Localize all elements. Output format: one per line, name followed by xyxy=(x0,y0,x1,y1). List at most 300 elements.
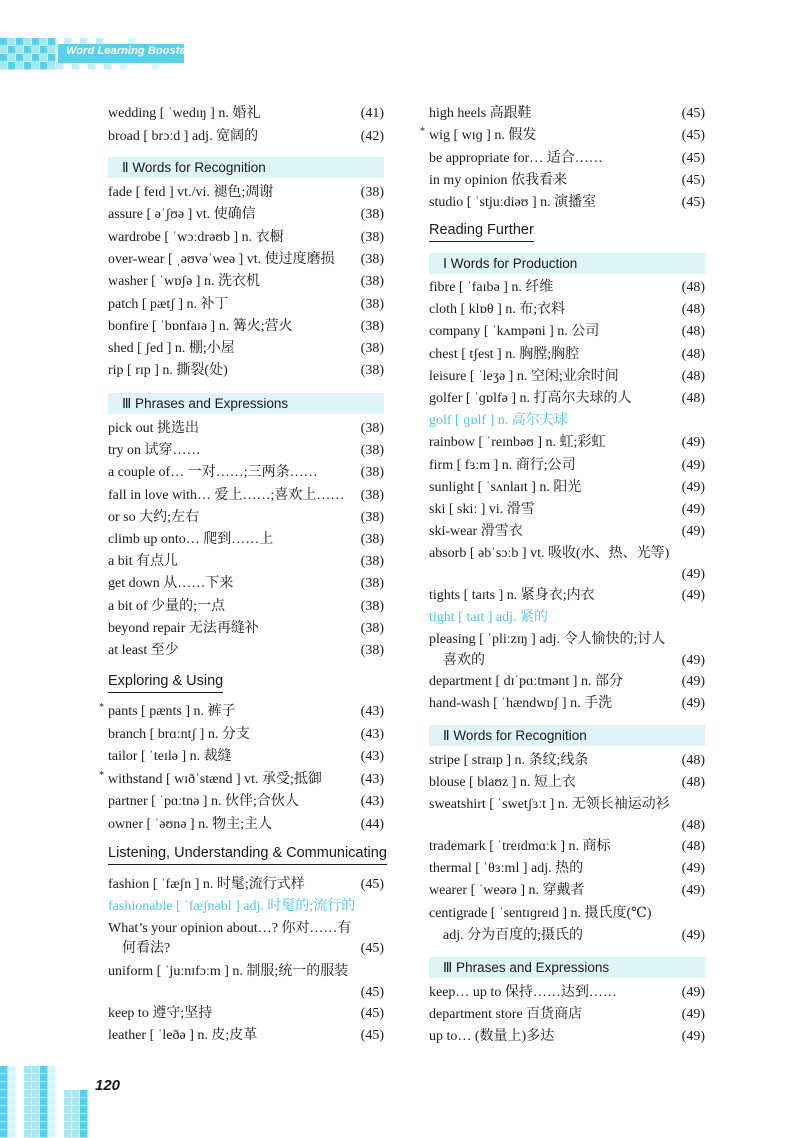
checker-square xyxy=(80,1130,88,1138)
checker-square xyxy=(24,1074,32,1082)
entry-text: climb up onto… 爬到……上 xyxy=(108,532,274,547)
checker-square xyxy=(48,1066,56,1074)
checker-square xyxy=(80,1106,88,1114)
checker-square xyxy=(0,1098,8,1106)
checker-square xyxy=(0,38,8,46)
vocab-entry xyxy=(429,694,705,714)
checker-square xyxy=(8,1082,16,1090)
entry-continuation: adj. 分为百度的;摄氏的 xyxy=(443,928,583,943)
checker-square xyxy=(16,46,24,54)
checker-square xyxy=(80,1098,88,1106)
section-heading-recognition xyxy=(429,725,705,746)
vocab-entry xyxy=(99,769,384,790)
vocab-entry xyxy=(108,361,384,381)
checker-square xyxy=(32,1090,40,1098)
entry-page: (38) xyxy=(360,251,384,267)
checker-square xyxy=(48,1082,56,1090)
entry-text: sunlight [ ˈsʌnlaɪt ] n. 阳光 xyxy=(429,479,582,495)
vocab-entry xyxy=(429,1027,705,1047)
vocab-entry xyxy=(429,859,705,879)
entry-page: (38) xyxy=(360,554,384,570)
section-heading-phrases xyxy=(108,393,384,414)
entry-page: (38) xyxy=(360,318,384,334)
entry-page: (48) xyxy=(681,280,705,295)
entry-text: ski-wear 滑雪衣 xyxy=(429,524,523,540)
checker-square xyxy=(8,1098,16,1106)
entry-text: owner [ ˈəʊnə ] n. 物主;主人 xyxy=(108,816,272,832)
checker-square xyxy=(72,1122,80,1130)
entry-page: (49) xyxy=(681,435,705,451)
checker-square xyxy=(0,1130,8,1138)
vocab-entry xyxy=(108,641,384,661)
entry-page: (48) xyxy=(681,391,705,406)
checker-square xyxy=(104,62,112,70)
entry-text: keep… up to 保持……达到…… xyxy=(429,985,617,1000)
checker-square xyxy=(0,1066,8,1074)
entry-text: keep to 遵守;坚持 xyxy=(108,1006,213,1021)
entry-text: fashion [ ˈfæʃn ] n. 时髦;流行式样 xyxy=(108,877,305,892)
vocab-entry xyxy=(429,322,705,342)
entry-text: try on 试穿…… xyxy=(108,443,201,459)
entry-text: bonfire [ ˈbɒnfaɪə ] n. 篝火;营火 xyxy=(108,318,293,334)
entry-text: stripe [ straɪp ] n. 条纹;线条 xyxy=(429,753,589,768)
entry-page: (48) xyxy=(681,324,705,340)
vocab-entry xyxy=(99,702,384,722)
checker-square xyxy=(48,1074,56,1082)
entry-page: (38) xyxy=(360,532,384,547)
header-title: Word Learning Booster xyxy=(66,45,191,57)
entry-page: (38) xyxy=(360,207,384,223)
checker-square xyxy=(16,38,24,46)
entry-continuation: 喜欢的 xyxy=(443,653,485,668)
vocab-entry xyxy=(429,608,705,628)
entry-text: blouse [ blaʊz ] n. 短上衣 xyxy=(429,775,576,790)
vocab-entry xyxy=(108,295,384,315)
checker-square xyxy=(16,62,24,70)
section-heading-recognition xyxy=(108,157,384,178)
page-number: 120 xyxy=(95,1077,121,1094)
entry-page: (45) xyxy=(681,128,705,144)
vocab-entry xyxy=(108,919,384,939)
entry-page: (45) xyxy=(681,172,705,188)
entry-page: (49) xyxy=(681,588,705,603)
entry-text: rainbow [ ˈreɪnbəʊ ] n. 虹;彩虹 xyxy=(429,435,606,451)
entry-page: (49) xyxy=(681,567,705,582)
vocab-entry xyxy=(429,171,705,191)
entry-text: company [ ˈkʌmpəni ] n. 公司 xyxy=(429,324,600,340)
vocab-entry xyxy=(429,104,705,124)
checker-square xyxy=(72,1130,80,1138)
vocab-entry xyxy=(429,751,705,771)
entry-page: (49) xyxy=(681,696,705,711)
entry-page: (45) xyxy=(681,195,705,211)
entry-continuation: 何看法? xyxy=(122,941,171,956)
checker-square xyxy=(32,1114,40,1122)
entry-page: (38) xyxy=(360,465,384,481)
entry-text: leisure [ ˈleʒə ] n. 空闲;业余时间 xyxy=(429,368,619,384)
entry-page: (43) xyxy=(360,704,384,719)
checker-square xyxy=(152,62,160,70)
vocab-entry xyxy=(429,389,705,409)
entry-text: high heels 高跟鞋 xyxy=(429,106,532,121)
entry-page: (38) xyxy=(360,443,384,459)
checker-square xyxy=(32,1106,40,1114)
entry-text: thermal [ ˈθɜːml ] adj. 热的 xyxy=(429,861,584,877)
entry-page: (45) xyxy=(681,106,705,121)
vocab-entry xyxy=(429,149,705,169)
vocab-entry xyxy=(429,411,705,431)
vocab-entry xyxy=(108,574,384,594)
vocab-entry xyxy=(429,433,705,453)
vocab-entry xyxy=(108,441,384,461)
entry-page: (38) xyxy=(360,576,384,592)
entry-text: wardrobe [ ˈwɔːdrəʊb ] n. 衣橱 xyxy=(108,229,284,245)
entry-text: a couple of… 一对……;三两条…… xyxy=(108,465,318,481)
entry-page: (49) xyxy=(681,502,705,517)
section-heading-text: Ⅲ Phrases and Expressions xyxy=(443,960,610,975)
section-heading-text: Ⅱ Words for Recognition xyxy=(443,728,587,743)
checker-square xyxy=(24,1114,32,1122)
vocab-entry xyxy=(429,672,705,692)
entry-text: patch [ pætʃ ] n. 补丁 xyxy=(108,296,229,312)
vocab-entry xyxy=(108,725,384,745)
entry-text: tailor [ ˈteɪlə ] n. 裁缝 xyxy=(108,749,232,764)
checker-square xyxy=(0,1090,8,1098)
checker-square xyxy=(40,46,48,54)
checker-square xyxy=(24,1098,32,1106)
checker-square xyxy=(48,38,56,46)
entry-text: department store 百货商店 xyxy=(429,1007,583,1022)
vocab-entry xyxy=(108,792,384,812)
checker-square xyxy=(40,1082,48,1090)
vocab-entry xyxy=(429,478,705,498)
entry-text: pick out 挑选出 xyxy=(108,421,199,436)
checker-square xyxy=(80,1114,88,1122)
entry-text: at least 至少 xyxy=(108,643,179,658)
vocab-entry xyxy=(108,897,384,917)
vocab-entry xyxy=(429,345,705,365)
vocab-entry xyxy=(108,127,384,147)
entry-text: What’s your opinion about…? 你对……有 xyxy=(108,921,352,936)
vocab-entry xyxy=(429,881,705,901)
vocab-entry xyxy=(108,1026,384,1046)
entry-page: (49) xyxy=(681,479,705,495)
vocab-entry xyxy=(429,522,705,542)
entry-text: pleasing [ ˈpliːzɪŋ ] adj. 令人愉快的;讨人 xyxy=(429,632,666,647)
entry-page: (45) xyxy=(360,877,384,892)
checker-square xyxy=(16,54,24,62)
entry-text: trademark [ ˈtreɪdmɑːk ] n. 商标 xyxy=(429,839,611,854)
checker-square xyxy=(8,1074,16,1082)
vocab-entry xyxy=(108,508,384,528)
checker-square xyxy=(8,62,16,70)
vocab-entry xyxy=(429,300,705,320)
vocab-entry xyxy=(108,619,384,639)
checker-square xyxy=(24,1122,32,1130)
checker-square xyxy=(48,1130,56,1138)
checker-square xyxy=(48,1106,56,1114)
checker-square xyxy=(40,1106,48,1114)
entry-text: chest [ tʃest ] n. 胸膛;胸腔 xyxy=(429,346,580,362)
section-heading-production xyxy=(429,253,705,274)
checker-square xyxy=(24,46,32,54)
checker-square xyxy=(24,54,32,62)
entry-text: be appropriate for… 适合…… xyxy=(429,150,603,166)
entry-text: pants [ pænts ] n. 裤子 xyxy=(108,704,236,719)
vocab-entry xyxy=(420,126,705,146)
vocab-entry xyxy=(108,339,384,359)
entry-page: (38) xyxy=(360,341,384,357)
entry-page: (43) xyxy=(360,749,384,764)
vocab-entry xyxy=(108,463,384,483)
vocab-entry xyxy=(108,552,384,572)
checker-square xyxy=(48,1114,56,1122)
checker-square xyxy=(40,1074,48,1082)
vocab-entry xyxy=(429,544,705,564)
entry-text: get down 从……下来 xyxy=(108,576,234,592)
checker-square xyxy=(56,62,64,70)
checker-square xyxy=(64,1090,72,1098)
vocab-entry xyxy=(429,586,705,606)
checker-square xyxy=(40,1066,48,1074)
checker-square xyxy=(0,1082,8,1090)
entry-page: (45) xyxy=(360,1006,384,1021)
section-heading-text: Ⅰ Words for Production xyxy=(443,256,578,271)
checker-square xyxy=(40,1090,48,1098)
checker-square xyxy=(64,1114,72,1122)
entry-text: fade [ feɪd ] vt./vi. 褪色;凋谢 xyxy=(108,185,274,200)
entry-page: (48) xyxy=(681,839,705,854)
entry-text: a bit of 少量的;一点 xyxy=(108,598,226,614)
checker-square xyxy=(32,54,40,62)
entry-page: (42) xyxy=(360,128,384,144)
vocab-entry xyxy=(108,205,384,225)
entry-text: absorb [ əbˈsɔːb ] vt. 吸收(水、热、光等) xyxy=(429,546,670,561)
checker-square xyxy=(48,62,56,70)
checker-square xyxy=(88,62,96,70)
section-title-listening: Listening, Understanding & Communicating xyxy=(108,842,387,865)
entry-page: (49) xyxy=(681,457,705,473)
vocab-entry xyxy=(429,278,705,298)
section-title-reading: Reading Further xyxy=(429,219,534,242)
checker-square xyxy=(32,38,40,46)
vocab-entry xyxy=(108,815,384,835)
vocab-entry xyxy=(108,183,384,203)
entry-text: or so 大约;左右 xyxy=(108,509,199,525)
checker-square xyxy=(48,54,56,62)
entry-page: (48) xyxy=(681,775,705,790)
checker-square xyxy=(40,1098,48,1106)
vocab-entry xyxy=(108,228,384,248)
vocab-entry xyxy=(108,597,384,617)
checker-square xyxy=(8,1090,16,1098)
checker-square xyxy=(0,54,8,62)
checker-square xyxy=(40,62,48,70)
vocab-entry xyxy=(429,904,705,924)
entry-page: (48) xyxy=(681,753,705,768)
entry-page: (41) xyxy=(360,106,384,121)
vocab-entry xyxy=(108,250,384,270)
entry-text: department [ dɪˈpɑːtmənt ] n. 部分 xyxy=(429,674,623,689)
entry-text: tights [ taɪts ] n. 紧身衣;内衣 xyxy=(429,588,595,603)
checker-square xyxy=(8,1114,16,1122)
checker-square xyxy=(24,1082,32,1090)
checker-square xyxy=(80,1122,88,1130)
entry-text: fashionable [ ˈfæʃnəbl ] adj. 时髦的;流行的 xyxy=(108,899,356,914)
vocab-entry xyxy=(108,962,384,982)
vocab-entry xyxy=(429,1005,705,1025)
checker-square xyxy=(40,1122,48,1130)
entry-page: (38) xyxy=(360,296,384,312)
vocab-entry xyxy=(429,630,705,650)
entry-text: wig [ wɪɡ ] n. 假发 xyxy=(429,128,537,144)
checker-square xyxy=(8,1130,16,1138)
section-heading-text: Ⅲ Phrases and Expressions xyxy=(122,396,289,411)
checker-square xyxy=(48,46,56,54)
checker-square xyxy=(32,1098,40,1106)
checker-square xyxy=(80,1090,88,1098)
entry-page: (48) xyxy=(681,302,705,318)
entry-text: sweatshirt [ ˈswetʃɜːt ] n. 无领长袖运动衫 xyxy=(429,797,670,812)
checker-square xyxy=(64,1130,72,1138)
entry-page: (38) xyxy=(360,229,384,245)
star-mark-icon: * xyxy=(420,126,425,138)
checker-square xyxy=(120,62,128,70)
entry-page: (49) xyxy=(681,674,705,689)
entry-text: studio [ ˈstjuːdiəʊ ] n. 演播室 xyxy=(429,195,597,211)
checker-square xyxy=(40,38,48,46)
checker-square xyxy=(64,1098,72,1106)
entry-text: golf [ ɡɒlf ] n. 高尔夫球 xyxy=(429,413,568,429)
vocab-entry xyxy=(108,104,384,124)
entry-text: beyond repair 无法再缝补 xyxy=(108,620,259,636)
entry-text: uniform [ ˈjuːnɪfɔːm ] n. 制服;统一的服装 xyxy=(108,964,349,979)
entry-page: (48) xyxy=(681,368,705,384)
entry-text: washer [ ˈwɒʃə ] n. 洗衣机 xyxy=(108,274,260,290)
entry-text: tight [ taɪt ] adj. 紧的 xyxy=(429,610,548,625)
checker-square xyxy=(72,62,80,70)
checker-square xyxy=(8,1106,16,1114)
checker-square xyxy=(40,54,48,62)
entry-text: withstand [ wɪðˈstænd ] vt. 承受;抵御 xyxy=(108,771,322,787)
vocab-entry xyxy=(108,419,384,439)
entry-page: (49) xyxy=(681,861,705,877)
entry-text: fibre [ ˈfaɪbə ] n. 纤维 xyxy=(429,280,554,295)
vocab-entry xyxy=(429,837,705,857)
entry-text: leather [ ˈleðə ] n. 皮;皮革 xyxy=(108,1028,258,1043)
vocab-entry xyxy=(108,747,384,767)
entry-text: rip [ rɪp ] n. 撕裂(处) xyxy=(108,363,228,379)
checker-square xyxy=(72,1106,80,1114)
vocab-entry xyxy=(429,795,705,815)
checker-square xyxy=(24,1090,32,1098)
entry-page: (49) xyxy=(681,985,705,1000)
entry-page: (48) xyxy=(681,346,705,362)
entry-page: (38) xyxy=(360,421,384,436)
checker-square xyxy=(8,1066,16,1074)
checker-pattern-decoration-bottom xyxy=(0,1066,95,1138)
checker-square xyxy=(64,1106,72,1114)
entry-page: (38) xyxy=(360,487,384,503)
vocab-entry xyxy=(108,530,384,550)
entry-text: ski [ skiː ] vi. 滑雪 xyxy=(429,502,535,517)
entry-page: (44) xyxy=(360,816,384,832)
checker-square xyxy=(8,46,16,54)
checker-square xyxy=(24,1106,32,1114)
checker-square xyxy=(24,1130,32,1138)
entry-page: (43) xyxy=(360,771,384,787)
entry-text: centigrade [ ˈsentɪɡreɪd ] n. 摄氏度(℃) xyxy=(429,906,652,921)
checker-square xyxy=(24,62,32,70)
entry-page: (38) xyxy=(360,643,384,658)
vocab-entry xyxy=(108,486,384,506)
entry-page: (49) xyxy=(681,883,705,899)
entry-page: (45) xyxy=(360,985,384,1000)
vocab-entry xyxy=(429,983,705,1003)
checker-square xyxy=(32,62,40,70)
entry-page: (49) xyxy=(681,928,705,943)
entry-text: assure [ əˈʃʊə ] vt. 使确信 xyxy=(108,207,256,223)
entry-text: golfer [ ˈɡɒlfə ] n. 打高尔夫球的人 xyxy=(429,391,632,406)
section-title-exploring: Exploring & Using xyxy=(108,670,223,693)
entry-page: (38) xyxy=(360,598,384,614)
vocab-entry xyxy=(108,1004,384,1024)
entry-page: (43) xyxy=(360,794,384,809)
star-mark-icon: * xyxy=(99,769,104,781)
entry-page: (38) xyxy=(360,185,384,200)
entry-text: shed [ ʃed ] n. 棚;小屋 xyxy=(108,341,235,357)
entry-page: (49) xyxy=(681,653,705,668)
checker-square xyxy=(8,54,16,62)
checker-square xyxy=(64,1122,72,1130)
checker-square xyxy=(72,1098,80,1106)
checker-square xyxy=(8,38,16,46)
entry-page: (43) xyxy=(360,726,384,742)
vocab-entry xyxy=(429,773,705,793)
entry-page: (49) xyxy=(681,1007,705,1022)
entry-page: (49) xyxy=(681,1029,705,1044)
checker-square xyxy=(0,62,8,70)
checker-square xyxy=(0,1122,8,1130)
entry-text: a bit 有点儿 xyxy=(108,554,178,570)
checker-square xyxy=(32,1074,40,1082)
entry-text: up to… (数量上)多达 xyxy=(429,1029,555,1044)
checker-square xyxy=(32,1082,40,1090)
entry-text: partner [ ˈpɑːtnə ] n. 伙伴;合伙人 xyxy=(108,794,299,809)
entry-text: broad [ brɔːd ] adj. 宽阔的 xyxy=(108,128,259,144)
checker-square xyxy=(72,1114,80,1122)
entry-text: branch [ brɑːntʃ ] n. 分支 xyxy=(108,726,250,742)
vocab-entry xyxy=(429,500,705,520)
checker-square xyxy=(0,1074,8,1082)
entry-page: (38) xyxy=(360,363,384,379)
entry-page: (45) xyxy=(360,941,384,956)
entry-page: (38) xyxy=(360,509,384,525)
checker-square xyxy=(0,1114,8,1122)
vocab-entry xyxy=(108,272,384,292)
checker-square xyxy=(32,1130,40,1138)
entry-page: (45) xyxy=(360,1028,384,1043)
entry-page: (48) xyxy=(681,818,705,833)
entry-text: hand-wash [ ˈhændwɒʃ ] n. 手洗 xyxy=(429,696,613,711)
entry-text: firm [ fɜːm ] n. 商行;公司 xyxy=(429,457,576,473)
entry-page: (45) xyxy=(681,150,705,166)
checker-square xyxy=(48,1122,56,1130)
checker-square xyxy=(0,46,8,54)
entry-text: cloth [ klɒθ ] n. 布;衣料 xyxy=(429,302,566,318)
entry-text: over-wear [ ˌəʊvəˈweə ] vt. 使过度磨损 xyxy=(108,251,335,267)
vocab-entry xyxy=(108,317,384,337)
